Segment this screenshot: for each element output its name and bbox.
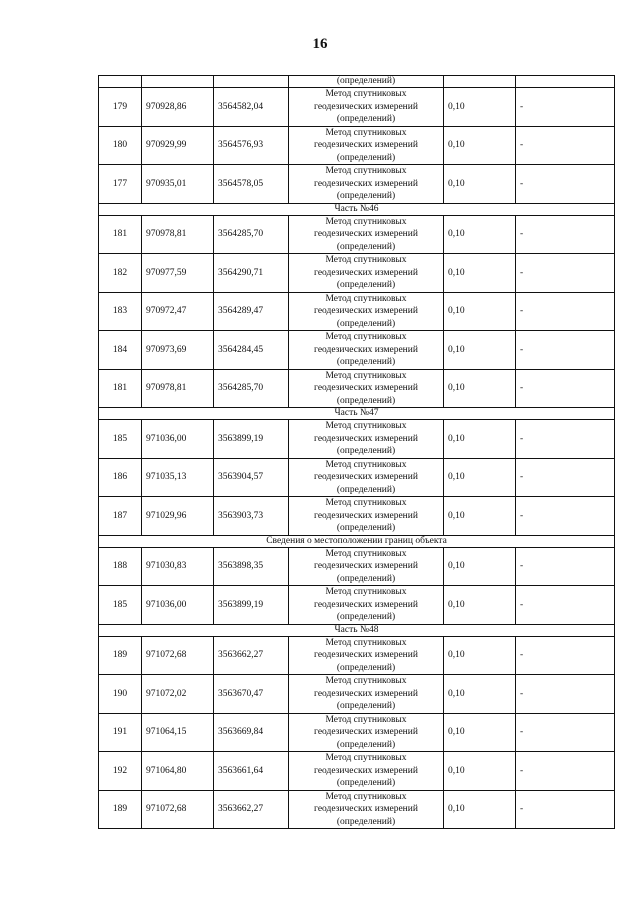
note-value: -	[516, 165, 615, 204]
method-line: Метод спутниковых	[325, 548, 407, 559]
point-number: 186	[99, 458, 142, 497]
accuracy-value: 0,10	[444, 331, 516, 370]
method-line: Метод спутниковых	[325, 127, 407, 138]
table-row	[99, 420, 615, 459]
coord-x: 970978,81	[142, 369, 214, 408]
accuracy-value: 0,10	[444, 165, 516, 204]
method-cell	[289, 497, 444, 536]
note-value: -	[516, 675, 615, 714]
method-cell	[289, 675, 444, 714]
coord-y: 3563670,47	[214, 675, 289, 714]
method-line: Метод спутниковых	[325, 370, 407, 381]
coord-x: 971029,96	[142, 497, 214, 536]
method-line: Метод спутниковых	[325, 293, 407, 304]
coord-y: 3564290,71	[214, 254, 289, 293]
coord-y: 3564284,45	[214, 331, 289, 370]
accuracy-value: 0,10	[444, 586, 516, 625]
accuracy-value: 0,10	[444, 254, 516, 293]
coord-y: 3563662,27	[214, 790, 289, 829]
coord-x: 971072,68	[142, 636, 214, 675]
table-row	[99, 165, 615, 204]
method-line: геодезических измерений	[314, 727, 418, 737]
method-line: (определений)	[336, 739, 396, 750]
note-value: -	[516, 636, 615, 675]
method-line: Метод спутниковых	[325, 791, 407, 802]
coord-y: 3564285,70	[214, 369, 289, 408]
table-row	[99, 254, 615, 293]
method-line: геодезических измерений	[314, 765, 418, 776]
method-line: (определений)	[336, 446, 396, 456]
method-cell	[289, 458, 444, 497]
note-value: -	[516, 713, 615, 752]
coord-y: 3563903,73	[214, 497, 289, 536]
coord-x: 971064,80	[142, 752, 214, 791]
method-line: (определений)	[336, 612, 396, 622]
method-line: (определений)	[336, 318, 396, 329]
table-row	[99, 752, 615, 791]
method-line: (определений)	[336, 152, 396, 163]
method-line: Метод спутниковых	[325, 216, 407, 227]
method-line: Метод спутниковых	[325, 166, 407, 176]
accuracy-value: 0,10	[444, 420, 516, 459]
coord-y: 3563661,64	[214, 752, 289, 791]
point-number: 191	[99, 713, 142, 752]
note-value: -	[516, 292, 615, 331]
method-line: геодезических измерений	[314, 599, 418, 610]
method-line: Метод спутниковых	[325, 332, 407, 342]
table-row	[99, 675, 615, 714]
accuracy-value: 0,10	[444, 497, 516, 536]
accuracy-value: 0,10	[444, 636, 516, 675]
method-line: Метод спутниковых	[325, 637, 407, 648]
coord-x: 970935,01	[142, 165, 214, 204]
table-row	[99, 331, 615, 370]
method-line: геодезических измерений	[314, 101, 418, 112]
coord-y: 3563899,19	[214, 586, 289, 625]
method-line: (определений)	[336, 778, 396, 788]
method-line: (определений)	[336, 241, 396, 252]
table-row	[99, 369, 615, 408]
point-number: 181	[99, 215, 142, 254]
method-line: (определений)	[336, 191, 396, 201]
coord-x: 970973,69	[142, 331, 214, 370]
accuracy-value: 0,10	[444, 369, 516, 408]
table-row	[99, 126, 615, 165]
accuracy-value: 0,10	[444, 88, 516, 127]
method-line: (определений)	[336, 701, 396, 711]
point-number: 182	[99, 254, 142, 293]
method-line: (определений)	[336, 357, 396, 367]
note-value: -	[516, 586, 615, 625]
coord-x: 971064,15	[142, 713, 214, 752]
method-cell	[289, 88, 444, 127]
section-label: Сведения о местоположении границ объекта	[99, 535, 615, 547]
section-label: Часть №46	[99, 203, 615, 215]
coord-x: 970977,59	[142, 254, 214, 293]
accuracy-value: 0,10	[444, 675, 516, 714]
table-row	[99, 790, 615, 829]
accuracy-value: 0,10	[444, 547, 516, 586]
coord-y: 3564576,93	[214, 126, 289, 165]
table-row	[99, 586, 615, 625]
point-number: 185	[99, 586, 142, 625]
table-row	[99, 215, 615, 254]
note-value: -	[516, 369, 615, 408]
section-label: Часть №48	[99, 624, 615, 636]
note-value: -	[516, 254, 615, 293]
method-cell	[289, 331, 444, 370]
method-line: геодезических измерений	[314, 383, 418, 393]
accuracy-value: 0,10	[444, 752, 516, 791]
point-number: 192	[99, 752, 142, 791]
table-row	[99, 497, 615, 536]
coordinates-table	[98, 75, 615, 829]
continuation-row	[99, 76, 615, 88]
coord-x: 971036,00	[142, 586, 214, 625]
method-line: геодезических измерений	[314, 433, 418, 444]
coord-x: 971072,68	[142, 790, 214, 829]
method-line: Метод спутниковых	[325, 89, 407, 99]
method-line: (определений)	[336, 280, 396, 290]
coord-x: 971036,00	[142, 420, 214, 459]
section-label: Часть №47	[99, 408, 615, 420]
method-line: (определений)	[336, 484, 396, 495]
note-value: -	[516, 547, 615, 586]
coord-y: 3563669,84	[214, 713, 289, 752]
method-line: геодезических измерений	[314, 472, 418, 482]
point-number: 189	[99, 636, 142, 675]
method-cell	[289, 790, 444, 829]
accuracy-value: 0,10	[444, 215, 516, 254]
note-value: -	[516, 497, 615, 536]
method-line: геодезических измерений	[314, 344, 418, 355]
cell-empty	[214, 76, 289, 88]
cell-empty	[444, 76, 516, 88]
note-value: -	[516, 88, 615, 127]
note-value: -	[516, 331, 615, 370]
coord-x: 970928,86	[142, 88, 214, 127]
method-line: Метод спутниковых	[325, 498, 407, 508]
table-row	[99, 88, 615, 127]
cell-empty	[142, 76, 214, 88]
table-row	[99, 547, 615, 586]
section-header-row	[99, 408, 615, 420]
section-header-row	[99, 535, 615, 547]
point-number: 185	[99, 420, 142, 459]
method-line: геодезических измерений	[314, 178, 418, 189]
point-number: 184	[99, 331, 142, 370]
point-number: 180	[99, 126, 142, 165]
method-line: (определений)	[336, 816, 396, 827]
method-cell	[289, 254, 444, 293]
method-cell	[289, 420, 444, 459]
method-line: геодезических измерений	[314, 650, 418, 660]
coord-y: 3563662,27	[214, 636, 289, 675]
method-cell	[289, 636, 444, 675]
coord-y: 3563899,19	[214, 420, 289, 459]
table-body	[99, 76, 615, 829]
note-value: -	[516, 420, 615, 459]
coord-x: 970972,47	[142, 292, 214, 331]
accuracy-value: 0,10	[444, 713, 516, 752]
accuracy-value: 0,10	[444, 458, 516, 497]
cell-empty	[516, 76, 615, 88]
method-cell	[289, 165, 444, 204]
point-number: 187	[99, 497, 142, 536]
method-line: Метод спутниковых	[325, 587, 407, 597]
table-row	[99, 713, 615, 752]
point-number: 177	[99, 165, 142, 204]
point-number: 181	[99, 369, 142, 408]
point-number: 190	[99, 675, 142, 714]
method-line: Метод спутниковых	[325, 459, 407, 470]
point-number: 179	[99, 88, 142, 127]
method-line: (определений)	[336, 114, 396, 124]
method-line: Метод спутниковых	[325, 714, 407, 725]
section-header-row	[99, 624, 615, 636]
accuracy-value: 0,10	[444, 292, 516, 331]
method-line: геодезических измерений	[314, 510, 418, 521]
coord-y: 3563904,57	[214, 458, 289, 497]
coord-y: 3564578,05	[214, 165, 289, 204]
note-value: -	[516, 790, 615, 829]
coord-x: 971035,13	[142, 458, 214, 497]
method-cell	[289, 126, 444, 165]
table-row	[99, 636, 615, 675]
coord-y: 3564285,70	[214, 215, 289, 254]
coord-y: 3564289,47	[214, 292, 289, 331]
note-value: -	[516, 752, 615, 791]
coord-y: 3563898,35	[214, 547, 289, 586]
method-cell	[289, 752, 444, 791]
method-line: геодезических измерений	[314, 267, 418, 278]
coord-x: 970978,81	[142, 215, 214, 254]
method-cell	[289, 292, 444, 331]
method-line: геодезических измерений	[314, 561, 418, 571]
method-line: геодезических измерений	[314, 804, 418, 814]
method-line: геодезических измерений	[314, 229, 418, 239]
note-value: -	[516, 458, 615, 497]
method-line: Метод спутниковых	[325, 421, 407, 431]
accuracy-value: 0,10	[444, 790, 516, 829]
section-header-row	[99, 203, 615, 215]
method-line: геодезических измерений	[314, 140, 418, 150]
coord-x: 971030,83	[142, 547, 214, 586]
method-line: геодезических измерений	[314, 306, 418, 316]
page-number: 16	[312, 36, 328, 52]
coord-x: 970929,99	[142, 126, 214, 165]
table-row	[99, 292, 615, 331]
method-line: (определений)	[336, 523, 396, 533]
method-line: (определений)	[336, 395, 396, 406]
coord-x: 971072,02	[142, 675, 214, 714]
method-continuation: (определений)	[289, 76, 444, 88]
method-line: Метод спутниковых	[325, 255, 407, 265]
coord-y: 3564582,04	[214, 88, 289, 127]
table-row	[99, 458, 615, 497]
method-line: Метод спутниковых	[325, 753, 407, 763]
method-line: (определений)	[336, 573, 396, 584]
accuracy-value: 0,10	[444, 126, 516, 165]
method-cell	[289, 713, 444, 752]
method-line: (определений)	[336, 662, 396, 673]
method-cell	[289, 369, 444, 408]
point-number: 183	[99, 292, 142, 331]
method-line: Метод спутниковых	[325, 676, 407, 686]
point-number: 188	[99, 547, 142, 586]
method-line: геодезических измерений	[314, 688, 418, 699]
cell-empty	[99, 76, 142, 88]
note-value: -	[516, 126, 615, 165]
method-cell	[289, 215, 444, 254]
note-value: -	[516, 215, 615, 254]
method-cell	[289, 547, 444, 586]
method-cell	[289, 586, 444, 625]
point-number: 189	[99, 790, 142, 829]
